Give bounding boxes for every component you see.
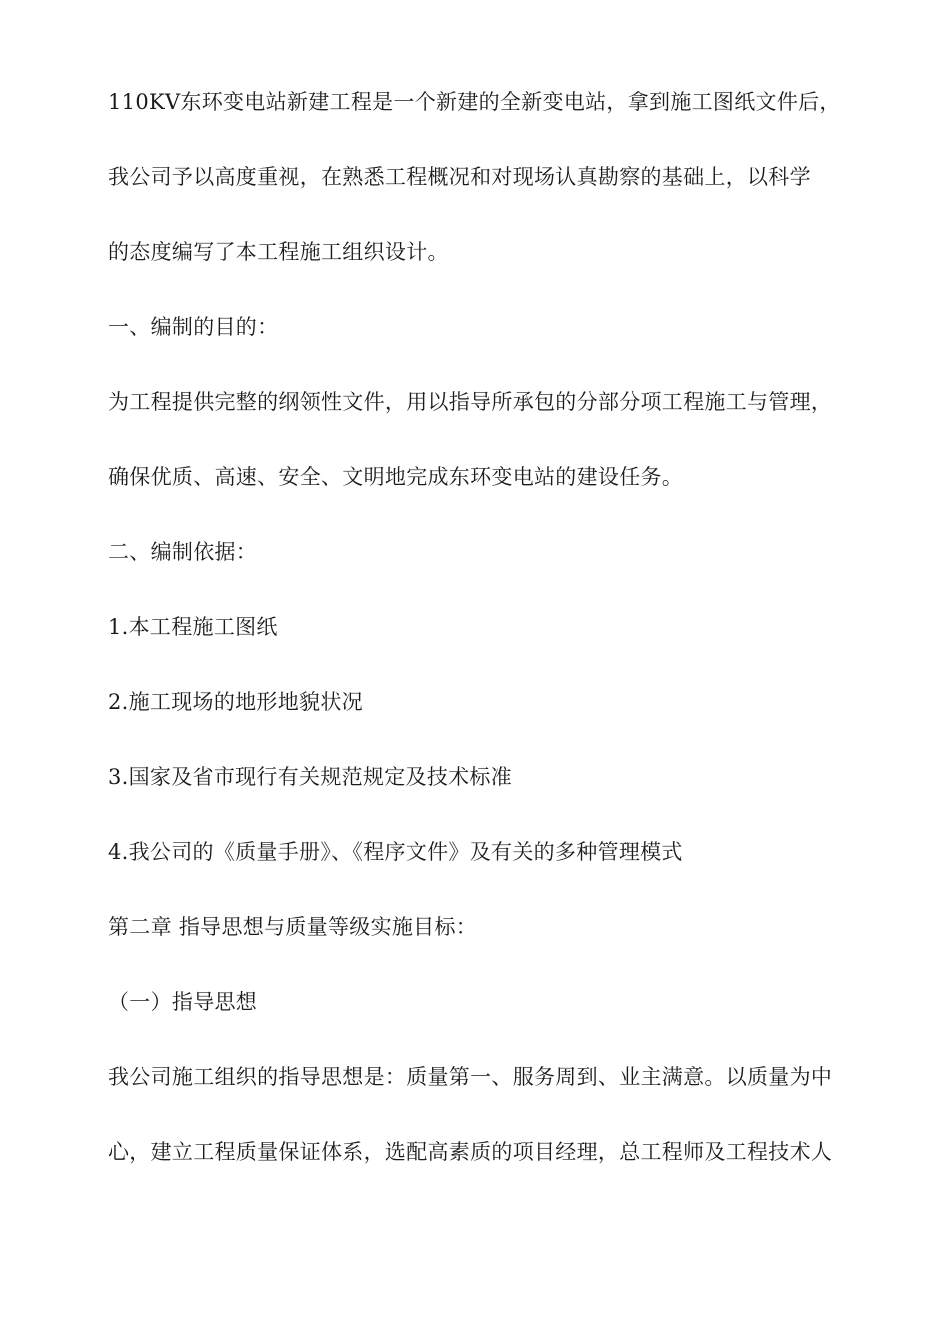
ideology-paragraph-line-1: 我公司施工组织的指导思想是：质量第一、服务周到、业主满意。以质量为中 xyxy=(108,1065,833,1089)
basis-list-item-4: 4.我公司的《质量手册》、《程序文件》及有关的多种管理模式 xyxy=(108,840,683,864)
purpose-paragraph-line-1: 为工程提供完整的纲领性文件，用以指导所承包的分部分项工程施工与管理， xyxy=(108,390,833,414)
ideology-paragraph-line-2: 心，建立工程质量保证体系，选配高素质的项目经理，总工程师及工程技术人 xyxy=(108,1140,833,1164)
basis-list-item-1: 1.本工程施工图纸 xyxy=(108,615,278,639)
section-heading-purpose: 一、编制的目的： xyxy=(108,315,279,339)
intro-paragraph-line-2: 我公司予以高度重视，在熟悉工程概况和对现场认真勘察的基础上，以科学 xyxy=(108,165,811,189)
intro-paragraph-line-3: 的态度编写了本工程施工组织设计。 xyxy=(108,240,449,264)
purpose-paragraph-line-2: 确保优质、高速、安全、文明地完成东环变电站的建设任务。 xyxy=(108,465,684,489)
section-heading-basis: 二、编制依据： xyxy=(108,540,258,564)
subsection-heading-guiding-ideology: （一）指导思想 xyxy=(108,990,258,1014)
basis-list-item-3: 3.国家及省市现行有关规范规定及技术标准 xyxy=(108,765,513,789)
intro-paragraph-line-1: 110KV东环变电站新建工程是一个新建的全新变电站，拿到施工图纸文件后， xyxy=(108,90,841,114)
chapter-heading-2: 第二章 指导思想与质量等级实施目标： xyxy=(108,915,478,939)
basis-list-item-2: 2.施工现场的地形地貌状况 xyxy=(108,690,363,714)
